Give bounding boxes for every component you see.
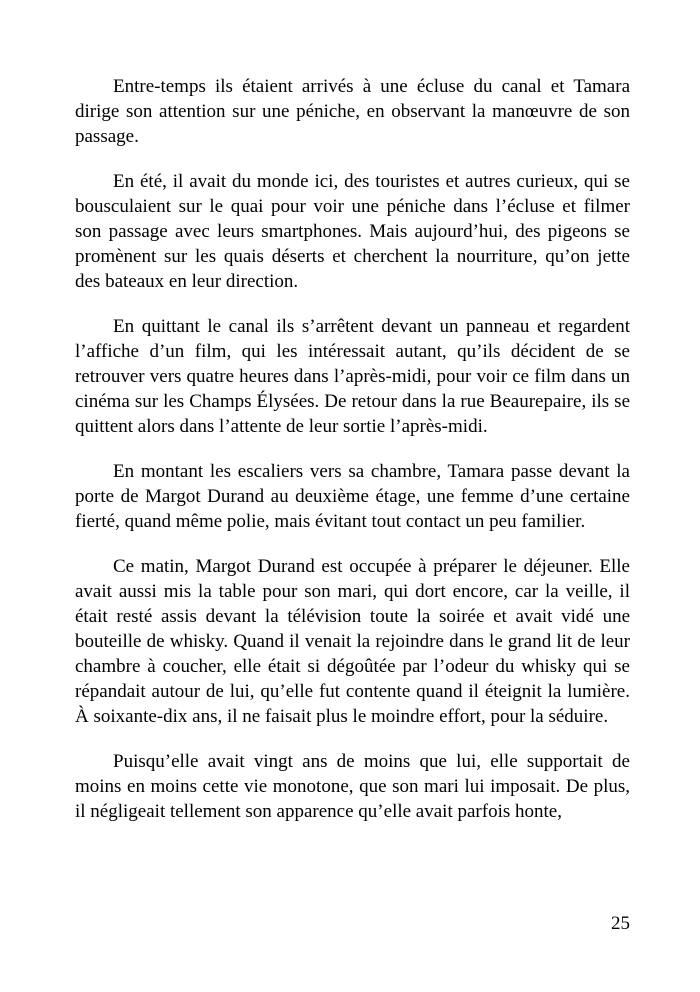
paragraph-3: En quittant le canal ils s’arrêtent devant un panneau et regardent l’affiche d’un film, qui les intéressait autant, qu’ils décident de se retrouver vers quatre heures dans l’après-midi, pour voir ce film dans un cinéma sur les Champs Élysées. De retour dans la rue Beaurepaire, ils se quittent alors dans l’attente de leur sortie l’après-midi. <box>75 316 630 437</box>
paragraph-4: En montant les escaliers vers sa chambre, Tamara passe devant la porte de Margot Durand au deuxième étage, une femme d’une certaine fierté, quand même polie, mais évitant tout contact un peu familier. <box>75 461 630 532</box>
paragraph-6: Puisqu’elle avait vingt ans de moins que lui, elle supportait de moins en moins cette vie monotone, que son mari lui imposait. De plus, il négligeait tellement son apparence qu’elle avait parfois honte, <box>75 751 630 822</box>
paragraph-2: En été, il avait du monde ici, des touristes et autres curieux, qui se bousculaient sur le quai pour voir une péniche dans l’écluse et filmer son passage avec leurs smartphones. Mais aujourd’hui, des pigeons se promènent sur les quais déserts et cherchent la nourriture, qu’on jette des bateaux en leur direction. <box>75 171 630 292</box>
paragraph-5: Ce matin, Margot Durand est occupée à préparer le déjeuner. Elle avait aussi mis la table pour son mari, qui dort encore, car la veille, il était resté assis devant la télévision toute la soirée et avait vidé une bouteille de whisky. Quand il venait la rejoindre dans le grand lit de leur chambre à coucher, elle était si dégoûtée par l’odeur du whisky qui se répandait autour de lui, qu’elle fut contente quand il éteignit la lumière. À soixante-dix ans, il ne faisait plus le moindre effort, pour la séduire. <box>75 556 630 727</box>
page-text <box>75 74 630 844</box>
page-number: 25 <box>611 913 630 934</box>
paragraph-1: Entre-temps ils étaient arrivés à une écluse du canal et Tamara dirige son attention sur une péniche, en observant la manœuvre de son passage. <box>75 76 630 147</box>
